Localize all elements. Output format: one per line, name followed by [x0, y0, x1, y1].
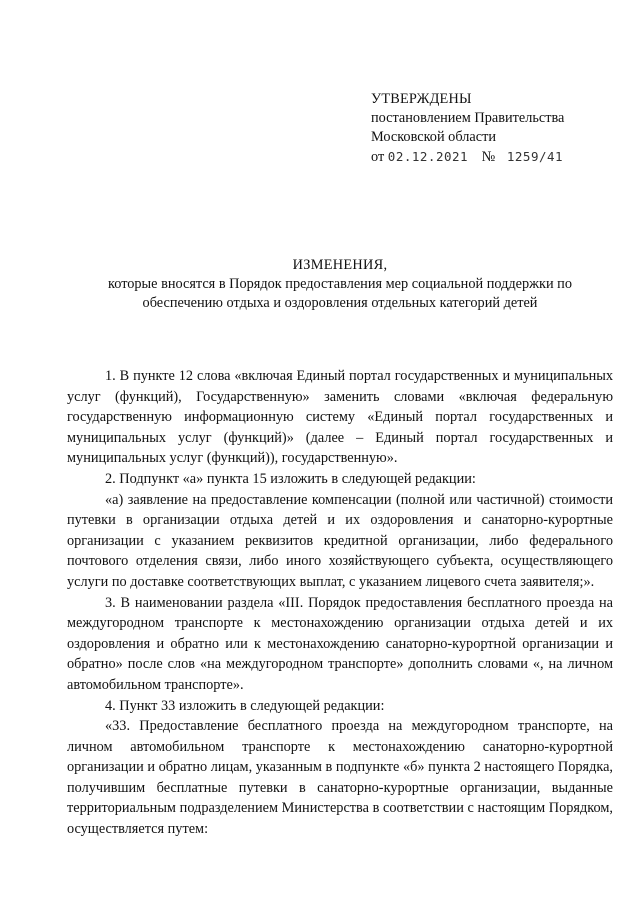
document-body: [67, 366, 613, 840]
approval-block: [371, 90, 611, 167]
title-block: [60, 256, 620, 313]
approval-date-line: [371, 147, 611, 167]
paragraph-6: «33. Предоставление бесплатного проезда на междугородном транспорте, на личном автомобильном транспорте к местонахождению санаторно-курортной организации и обратно лицам, указанным в подпункте «б» пункта 2 настоящего Порядка, получившим бесплатные путевки в санаторно-курортные организации, выданные территориальным подразделением Министерства в соответствии с настоящим Порядком, осуществляется путем:: [67, 718, 613, 838]
number-value: 1259/41: [506, 149, 564, 164]
paragraph-2: 2. Подпункт «а» пункта 15 изложить в следующей редакции:: [105, 470, 476, 487]
title-line-2: обеспечению отдыха и оздоровления отдельных категорий детей: [142, 295, 538, 311]
date-value: 02.12.2021: [387, 149, 469, 164]
number-sign: №: [481, 149, 496, 165]
title-line-1: которые вносятся в Порядок предоставления мер социальной поддержки по: [108, 276, 572, 292]
paragraph-4: 3. В наименовании раздела «III. Порядок предоставления бесплатного проезда на междугородном транспорте к местонахождению организации отдыха детей и их оздоровления и обратно или к местонахождению санаторно-курортной организации и обратно» после слов «на междугородном транспорте» дополнить словами «, на личном автомобильном транспорте».: [67, 594, 613, 693]
document-title: ИЗМЕНЕНИЯ,: [292, 257, 388, 273]
date-prefix: от: [371, 149, 385, 165]
paragraph-1: 1. В пункте 12 слова «включая Единый портал государственных и муниципальных услуг (функций), Государственную» заменить словами «включая федеральную государственную информационную систему «Единый портал государственных и муниципальных услуг (функций)» (далее – Единый портал государственных и муниципальных услуг (функций)), государственную».: [67, 368, 613, 467]
approval-heading: УТВЕРЖДЕНЫ: [371, 91, 472, 107]
paragraph-5: 4. Пункт 33 изложить в следующей редакции:: [105, 697, 385, 714]
approval-line-2: Московской области: [371, 129, 496, 145]
approval-line-1: постановлением Правительства: [371, 110, 565, 126]
paragraph-3: «а) заявление на предоставление компенсации (полной или частичной) стоимости путевки в организации отдыха детей и их оздоровления и санаторно-курортные организации с указанием реквизитов кредитной организации, либо федерального почтового отделения связи, либо иного хозяйствующего субъекта, осуществляющего услуги по доставке соответствующих выплат, с указанием лицевого счета заявителя;».: [67, 491, 613, 590]
